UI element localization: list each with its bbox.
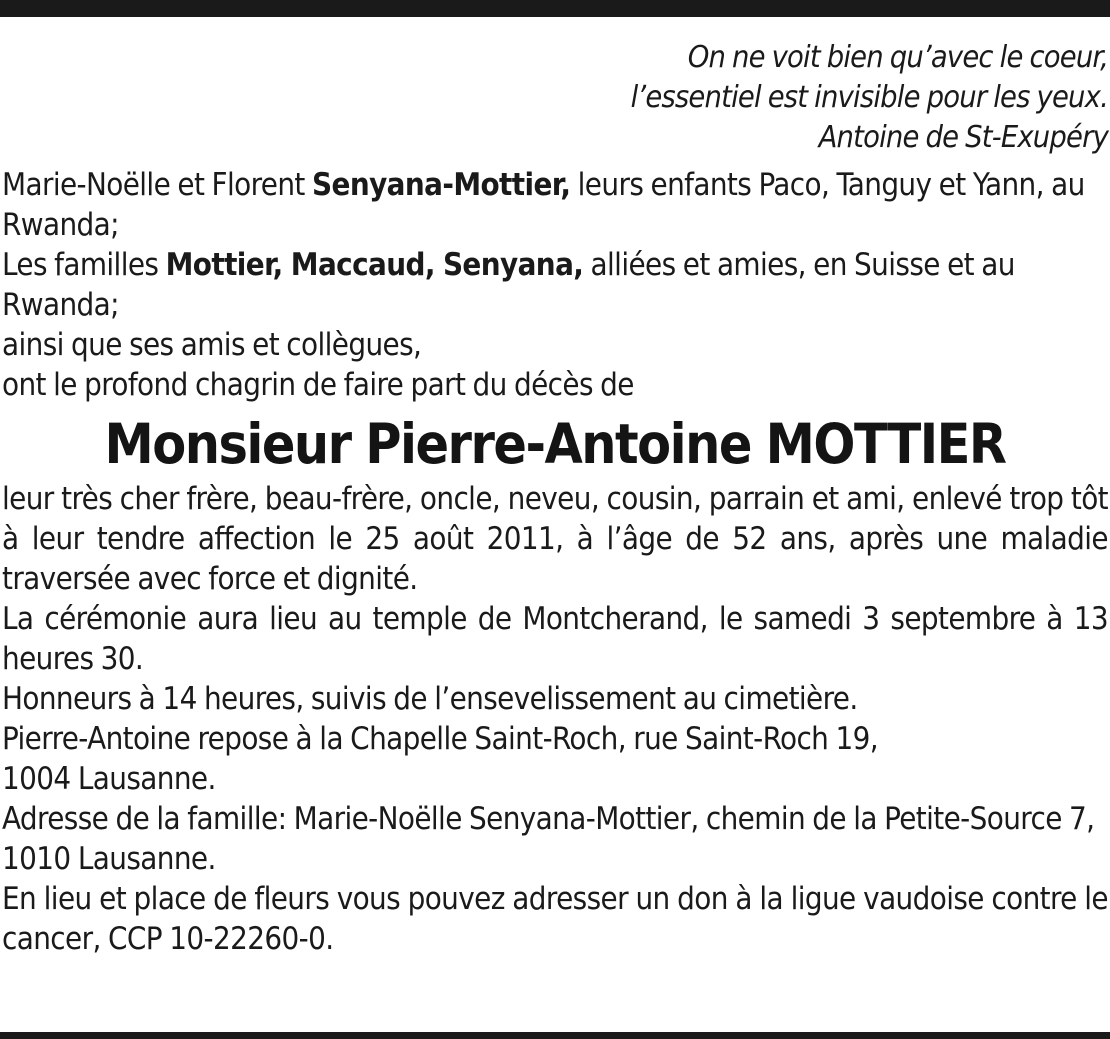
family-paragraph-1 (2, 165, 1108, 245)
rest-place-line-2: 1004 Lausanne. (2, 761, 216, 797)
tribute-paragraph: leur très cher frère, beau-frère, oncle, neveu, cousin, parrain et ami, enlevé trop tôt à leur tendre affection le 25 août 2011, à l’âge de 52 ans, après une maladie traversée avec force et dignité. (2, 481, 1108, 597)
epigraph-quote (2, 38, 1108, 158)
quote-line-2: l’essentiel est invisible pour les yeux. (630, 80, 1108, 115)
obituary-notice (2, 38, 1108, 959)
quote-author: Antoine de St-Exupéry (818, 120, 1108, 155)
ceremony-paragraph: La cérémonie aura lieu au temple de Montcherand, le samedi 3 septembre à 13 heures 30. (2, 601, 1108, 677)
family-1-text-post: leurs enfants Paco, Tanguy et Yann, au Rwanda; (2, 167, 1085, 243)
family-2-text-pre: Les familles (2, 247, 166, 283)
friends-line: ainsi que ses amis et collègues, (2, 327, 422, 363)
notice-body (2, 479, 1108, 959)
family-1-surname: Senyana-Mottier, (312, 167, 571, 203)
bottom-rule (0, 1032, 1110, 1039)
family-paragraph-2 (2, 245, 1108, 325)
announcement-line: ont le profond chagrin de faire part du décès de (2, 367, 634, 403)
deceased-name: Monsieur Pierre-Antoine MOTTIER (104, 412, 1006, 476)
family-2-text-post: alliées et amies, en Suisse et au Rwanda; (2, 247, 1015, 323)
family-1-text-pre: Marie-Noëlle et Florent (2, 167, 313, 203)
family-2-surnames: Mottier, Maccaud, Senyana, (165, 247, 584, 283)
honours-paragraph: Honneurs à 14 heures, suivis de l’ensevelissement au cimetière. (2, 681, 858, 717)
quote-line-1: On ne voit bien qu’avec le coeur, (687, 40, 1108, 75)
family-announcement (2, 165, 1108, 405)
family-address-paragraph: Adresse de la famille: Marie-Noëlle Senyana-Mottier, chemin de la Petite-Source 7, 1010 Lausanne. (2, 801, 1095, 877)
rest-place-line-1: Pierre-Antoine repose à la Chapelle Saint-Roch, rue Saint-Roch 19, (2, 721, 879, 757)
donation-paragraph: En lieu et place de fleurs vous pouvez adresser un don à la ligue vaudoise contre le cancer, CCP 10-22260-0. (2, 881, 1108, 957)
rest-place-paragraph (2, 719, 1108, 799)
top-rule (0, 0, 1110, 17)
